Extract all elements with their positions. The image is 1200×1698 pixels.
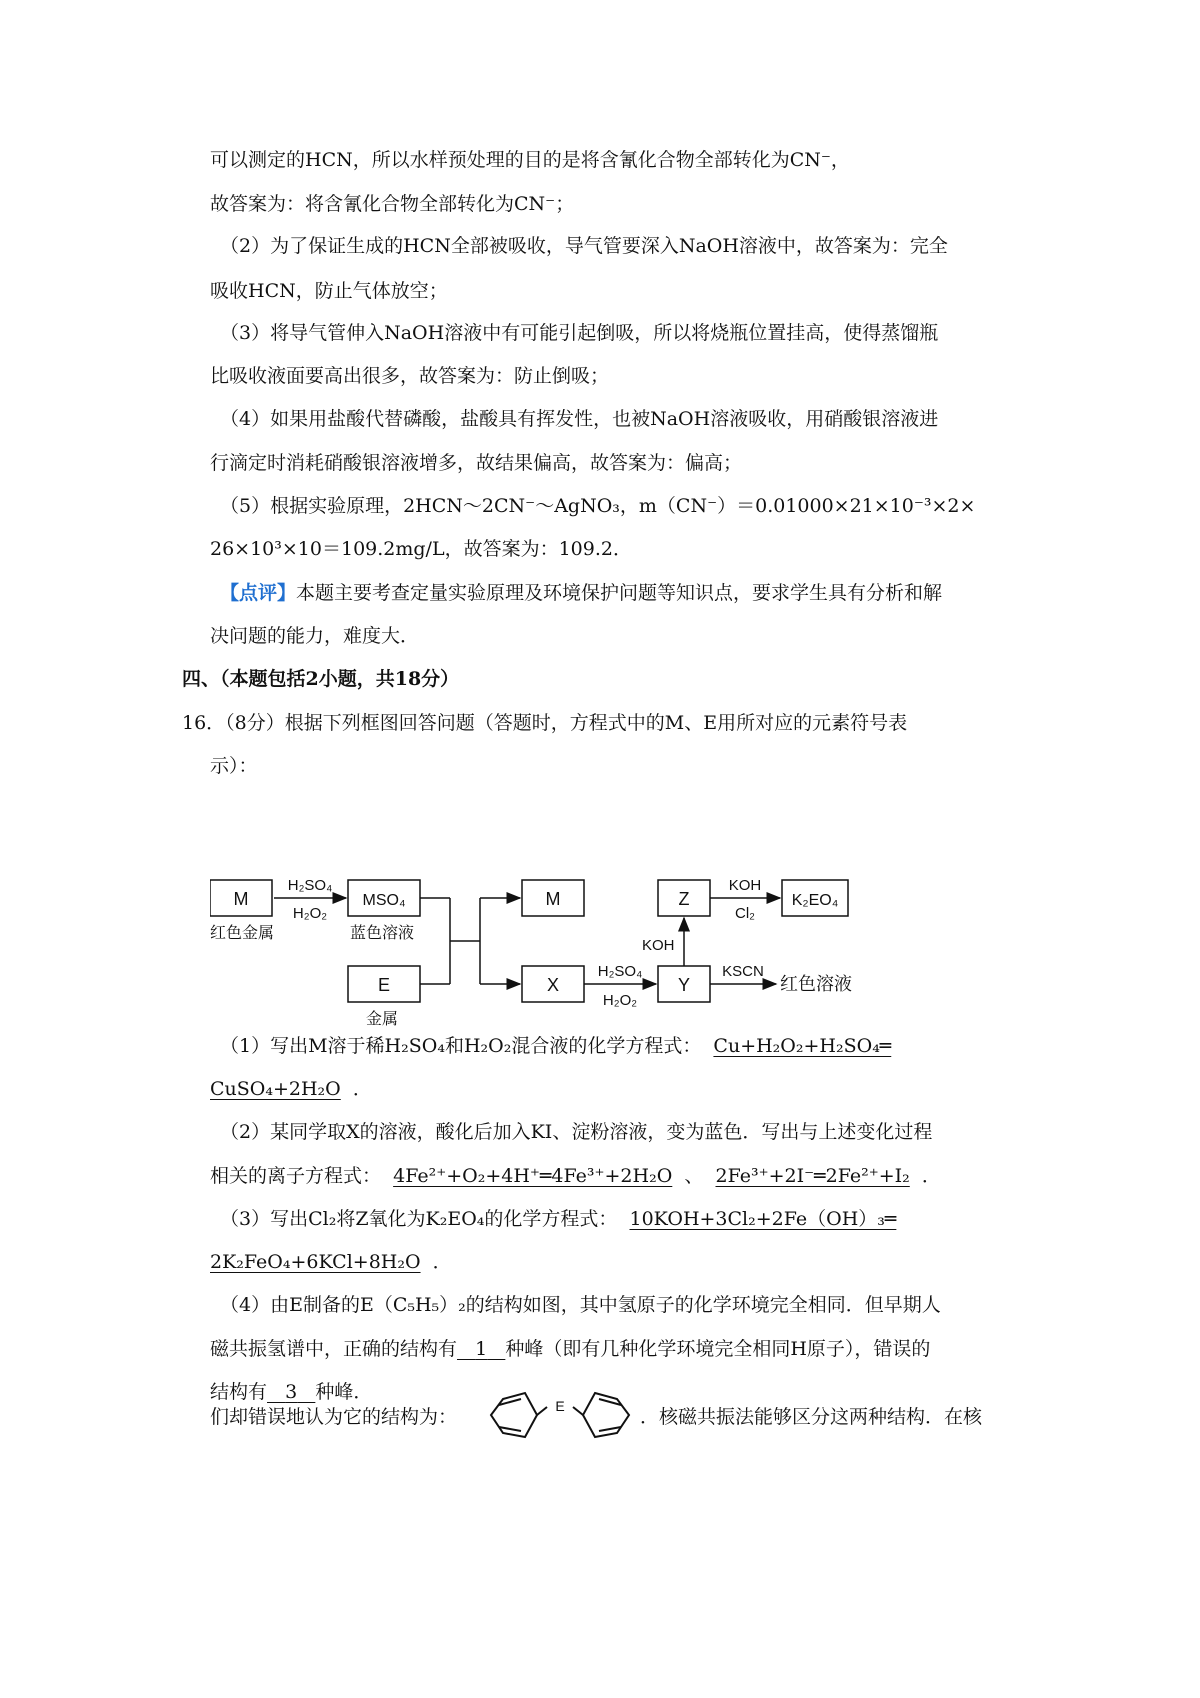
box-k2eo4-label: K₂EO₄ <box>791 892 839 909</box>
metal-label: 金属 <box>366 1011 399 1028</box>
text-line: 行滴定时消耗硝酸银溶液增多，故结果偏高，故答案为：偏高； <box>210 452 743 474</box>
part-4-answer-2-value: 3 <box>285 1381 298 1403</box>
center-atom: E <box>555 1398 565 1414</box>
arrow2-top: H₂SO₄ <box>597 963 643 980</box>
part-4-answer-1 <box>457 1338 505 1360</box>
part-2: （2）某同学取X的溶液，酸化后加入KI、淀粉溶液，变为蓝色．写出与上述变化过程 <box>220 1121 933 1143</box>
arrow-koh-up: KOH <box>642 937 675 954</box>
part-4-e <box>210 1380 1020 1404</box>
comment-line <box>220 581 1030 605</box>
part-3 <box>220 1207 1030 1231</box>
red-metal-label: 红色金属 <box>210 925 275 942</box>
part-4-d-post: 种峰（即有几种化学环境完全相同H原子），错误的 <box>505 1338 931 1360</box>
arrow2-bottom: H₂O₂ <box>602 992 638 1009</box>
question-16: 16．（8分）根据下列框图回答问题（答题时，方程式中的M、E用所对应的元素符号表 <box>182 712 908 734</box>
text-line: 决问题的能力，难度大． <box>210 625 420 647</box>
box-e-label: E <box>377 975 391 995</box>
part-1-cont <box>210 1077 1020 1101</box>
part-1-answer-a: Cu+H₂O₂+H₂SO₄═ <box>713 1035 892 1057</box>
text-line: 故答案为：将含氰化合物全部转化为CN⁻； <box>210 193 575 215</box>
text-line: 可以测定的HCN，所以水样预处理的目的是将含氰化合物全部转化为CN⁻， <box>210 149 850 171</box>
part-4-answer-2 <box>267 1381 315 1403</box>
arrow1-bottom: H₂O₂ <box>292 905 328 922</box>
text-line: 比吸收液面要高出很多，故答案为：防止倒吸； <box>210 365 610 387</box>
box-z-label: Z <box>678 889 690 909</box>
comment-tag: 【点评】 <box>220 582 297 604</box>
part-1-answer-b: CuSO₄+2H₂O <box>210 1078 341 1100</box>
box-m-product-label: M <box>545 889 561 909</box>
comment-text: 本题主要考查定量实验原理及环境保护问题等知识点，要求学生具有分析和解 <box>296 582 943 604</box>
text-line: （2）为了保证生成的HCN全部被吸收，导气管要深入NaOH溶液中，故答案为：完全 <box>220 235 948 257</box>
flow-diagram <box>210 860 950 1050</box>
period: ． <box>432 1251 452 1273</box>
part-4-d <box>210 1337 1020 1361</box>
separator: 、 <box>684 1165 704 1187</box>
part-2-prompt: 相关的离子方程式： <box>210 1165 382 1187</box>
part-2-answer-a: 4Fe²⁺+O₂+4H⁺═4Fe³⁺+2H₂O <box>393 1165 673 1187</box>
box-y-label: Y <box>677 975 691 995</box>
part-1 <box>220 1034 1030 1058</box>
blue-solution-label: 蓝色溶液 <box>350 925 415 942</box>
arrow4-top: KSCN <box>722 963 764 980</box>
question-16-cont: 示）： <box>210 755 258 777</box>
text-line: （4）如果用盐酸代替磷酸，盐酸具有挥发性，也被NaOH溶液吸收，用硝酸银溶液进 <box>220 408 939 430</box>
part-4-c: ．核磁共振法能够区分这两种结构．在核 <box>640 1406 983 1428</box>
part-2-answer-b: 2Fe³⁺+2I⁻═2Fe²⁺+I₂ <box>715 1165 910 1187</box>
text-line: 吸收HCN，防止气体放空； <box>210 280 448 302</box>
period: ． <box>921 1165 941 1187</box>
part-4-answer-1-value: 1 <box>475 1338 488 1360</box>
arrow1-top: H₂SO₄ <box>287 877 333 894</box>
part-4: （4）由E制备的E（C₅H₅）₂的结构如图，其中氢原子的化学环境完全相同．但早期人 <box>220 1294 941 1316</box>
part-3-answer-a: 10KOH+3Cl₂+2Fe（OH）₃═ <box>629 1208 897 1230</box>
part-4-e-pre: 结构有 <box>210 1381 268 1403</box>
part-3-question: （3）写出Cl₂将Z氧化为K₂EO₄的化学方程式： <box>220 1208 618 1230</box>
part-4-e-post: 种峰． <box>315 1381 373 1403</box>
box-mso4-label: MSO₄ <box>362 892 406 909</box>
part-3-answer-b: 2K₂FeO₄+6KCl+8H₂O <box>210 1251 421 1273</box>
part-4-d-pre: 磁共振氢谱中，正确的结构有 <box>210 1338 458 1360</box>
arrow3-bottom: Cl₂ <box>735 905 755 922</box>
arrow3-top: KOH <box>728 877 762 894</box>
period: ． <box>352 1078 372 1100</box>
part-3-cont <box>210 1250 1020 1274</box>
part-1-question: （1）写出M溶于稀H₂SO₄和H₂O₂混合液的化学方程式： <box>220 1035 702 1057</box>
section-heading: 四、（本题包括2小题，共18分） <box>182 668 460 690</box>
red-solution-label: 红色溶液 <box>780 974 852 994</box>
text-line: 26×10³×10＝109.2mg/L，故答案为：109.2． <box>210 538 632 560</box>
box-m-label: M <box>233 889 249 909</box>
box-x-label: X <box>546 975 560 995</box>
part-2-cont <box>210 1164 1020 1188</box>
text-line: （3）将导气管伸入NaOH溶液中有可能引起倒吸，所以将烧瓶位置挂高，使得蒸馏瓶 <box>220 322 939 344</box>
part-4-b: 们却错误地认为它的结构为： <box>210 1406 458 1428</box>
text-line: （5）根据实验原理，2HCN～2CN⁻～AgNO₃，m（CN⁻）＝0.01000×21×10⁻³×2× <box>220 495 976 517</box>
